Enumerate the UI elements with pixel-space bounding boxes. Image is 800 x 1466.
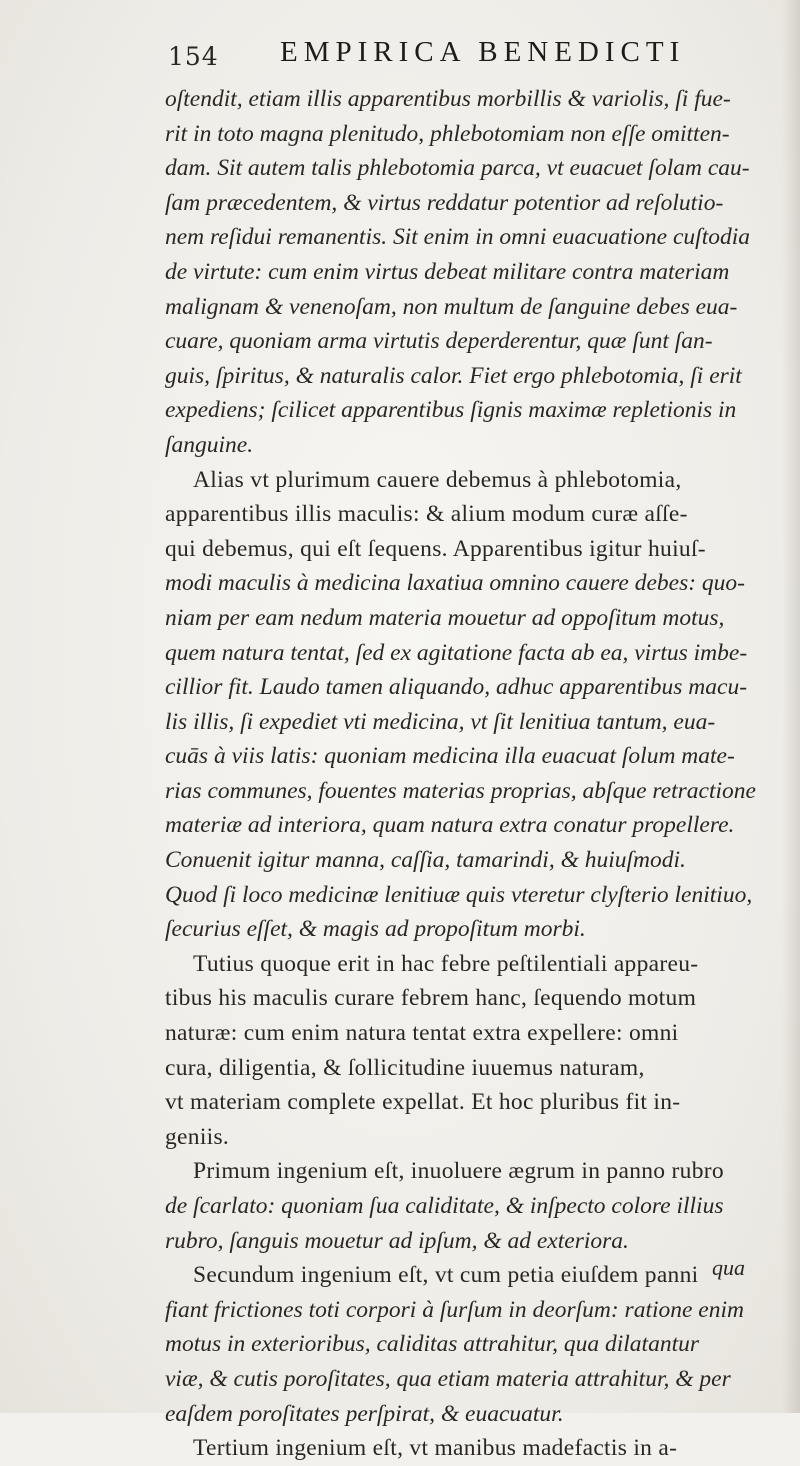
text-line: lis illis, ſi expediet vti medicina, vt ſit lenitiua tantum, eua- (165, 708, 716, 735)
text-line: Tutius quoque erit in hac febre peſtilentiali appareu- (193, 950, 699, 977)
text-line: cillior fit. Laudo tamen aliquando, adhuc apparentibus macu- (165, 674, 748, 701)
text-line: oſtendit, etiam illis apparentibus morbillis & variolis, ſi fue- (165, 86, 731, 112)
text-line: materiæ ad interiora, quam natura extra conatur propellere. (165, 812, 735, 839)
page-number: 154 (168, 42, 219, 71)
text-line: geniis. (165, 1123, 230, 1150)
text-line: Quod ſi loco medicinæ lenitiuæ quis vteretur clyſterio lenitiuo, (165, 881, 753, 908)
text-line: de virtute: cum enim virtus debeat militare contra materiam (165, 258, 730, 285)
running-title: EMPIRICA BENEDICTI (280, 36, 686, 68)
text-line: ſecurius eſſet, & magis ad propoſitum morbi. (165, 916, 586, 943)
page-edge-shadow (782, 0, 800, 1413)
text-line: malignam & venenoſam, non multum de ſanguine debes eua- (165, 293, 738, 320)
text-line: qui debemus, qui eſt ſequens. Apparentibus igitur huiuſ- (165, 535, 706, 562)
text-line: Primum ingenium eſt, inuoluere ægrum in panno rubro (193, 1158, 724, 1185)
text-line: Tertium ingenium eſt, vt manibus madefactis in a- (193, 1435, 678, 1462)
text-line: rias communes, fouentes materias proprias, abſque retractione (165, 777, 756, 804)
text-line: cura, diligentia, & ſollicitudine iuuemus naturam, (165, 1054, 645, 1081)
text-line: apparentibus illis maculis: & alium modum curæ aſſe- (165, 501, 688, 528)
text-line: cuare, quoniam arma virtutis deperderentur, quæ ſunt ſan- (165, 328, 713, 355)
text-line: quem natura tentat, ſed ex agitatione facta ab ea, virtus imbe- (165, 639, 748, 666)
text-line: rubro, ſanguis mouetur ad ipſum, & ad exteriora. (165, 1227, 629, 1254)
text-line: de ſcarlato: quoniam ſua caliditate, & inſpecto colore illius (165, 1193, 724, 1219)
text-line: viæ, & cutis poroſitates, qua etiam materia attrahitur, & per (165, 1365, 731, 1392)
text-line: dam. Sit autem talis phlebotomia parca, vt euacuet ſolam cau- (165, 155, 750, 182)
text-line: Alias vt plurimum cauere debemus à phlebotomia, (193, 466, 682, 493)
text-line: eaſdem poroſitates perſpirat, & euacuatur. (165, 1400, 564, 1427)
text-line: ſam præcedentem, & virtus reddatur potentior ad reſolutio- (165, 189, 724, 216)
text-line: expediens; ſcilicet apparentibus ſignis maximæ repletionis in (165, 397, 737, 424)
text-line: Conuenit igitur manna, caſſia, tamarindi, & huiuſmodi. (165, 847, 686, 874)
catchword: qua (712, 1255, 745, 1280)
text-line: modi maculis à medicina laxatiua omnino cauere debes: quo- (165, 570, 745, 597)
text-line: cuās à viis latis: quoniam medicina illa euacuat ſolum mate- (165, 743, 735, 770)
text-line: guis, ſpiritus, & naturalis calor. Fiet ergo phlebotomia, ſi erit (165, 362, 742, 389)
text-line: ſanguine. (165, 431, 254, 458)
page-header (160, 28, 740, 78)
text-line: tibus his maculis curare febrem hanc, ſequendo motum (165, 985, 697, 1012)
text-line: nem reſidui remanentis. Sit enim in omni euacuatione cuſtodia (165, 224, 751, 251)
text-line: naturæ: cum enim natura tentat extra expellere: omni (165, 1020, 679, 1047)
text-line: vt materiam complete expellat. Et hoc pluribus fit in- (165, 1089, 681, 1116)
text-line: rit in toto magna plenitudo, phlebotomiam non eſſe omitten- (165, 120, 730, 147)
text-line: motus in exterioribus, caliditas attrahitur, qua dilatantur (165, 1331, 699, 1358)
text-line: niam per eam nedum materia mouetur ad oppoſitum motus, (165, 604, 725, 631)
text-line: fiant frictiones toti corpori à ſurſum in deorſum: ratione enim (165, 1296, 744, 1323)
text-line: Secundum ingenium eſt, vt cum petia eiuſdem panni (193, 1262, 699, 1289)
body-text (165, 82, 800, 1466)
